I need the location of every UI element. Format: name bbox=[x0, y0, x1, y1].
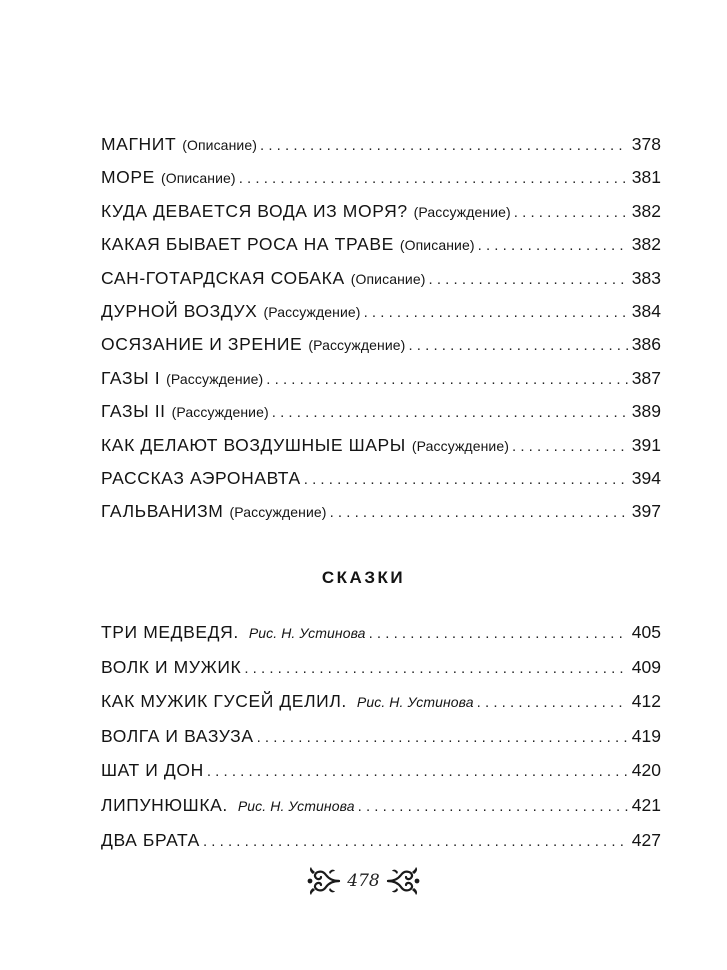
dot-leader bbox=[239, 162, 628, 195]
dot-leader bbox=[364, 296, 628, 329]
dot-leader bbox=[304, 463, 628, 496]
toc-entry-title: ВОЛГА И ВАЗУЗА bbox=[101, 725, 254, 746]
dot-leader bbox=[260, 129, 628, 162]
dot-leader bbox=[358, 790, 628, 825]
toc-entry-title: КАКАЯ БЫВАЕТ РОСА НА ТРАВЕ bbox=[101, 234, 394, 255]
toc-entry-page: 378 bbox=[631, 134, 661, 154]
toc-entry-note: (Рассуждение) bbox=[411, 437, 509, 454]
toc-entry-note: (Описание) bbox=[399, 237, 475, 254]
dot-leader bbox=[408, 329, 627, 362]
dot-leader bbox=[330, 496, 628, 529]
dot-leader bbox=[369, 617, 628, 652]
dot-leader bbox=[257, 721, 628, 756]
toc-entry-title: ВОЛК И МУЖИК bbox=[101, 656, 242, 677]
toc-entry-page: 397 bbox=[631, 501, 661, 522]
toc-entry bbox=[101, 228, 661, 261]
toc-entry-title: ОСЯЗАНИЕ И ЗРЕНИЕ bbox=[101, 334, 303, 355]
toc-entry-title: ГАЗЫ II bbox=[101, 401, 166, 422]
toc-entry bbox=[101, 362, 661, 395]
toc-entry-title: КАК ДЕЛАЮТ ВОЗДУШНЫЕ ШАРЫ bbox=[101, 434, 406, 455]
floral-ornament-icon bbox=[386, 866, 420, 896]
toc-entry-title: ГАЗЫ I bbox=[101, 367, 161, 388]
dot-leader bbox=[272, 396, 628, 429]
dot-leader bbox=[514, 196, 628, 229]
toc-entry-title: РАССКАЗ АЭРОНАВТА bbox=[101, 467, 301, 488]
dot-leader bbox=[203, 825, 628, 860]
dot-leader bbox=[429, 263, 628, 296]
floral-ornament-icon bbox=[307, 866, 341, 896]
toc-entry-title: САН-ГОТАРДСКАЯ СОБАКА bbox=[101, 267, 345, 288]
toc-entry-note: (Рассуждение) bbox=[171, 404, 269, 421]
dot-leader bbox=[244, 652, 627, 687]
toc-entry-page: 394 bbox=[631, 467, 661, 488]
toc-entry-title: КУДА ДЕВАЕТСЯ ВОДА ИЗ МОРЯ? bbox=[101, 200, 408, 221]
toc-entry-page: 382 bbox=[631, 234, 661, 255]
toc-entry-page: 405 bbox=[631, 622, 661, 642]
dot-leader bbox=[478, 229, 628, 262]
dot-leader bbox=[207, 755, 628, 790]
toc-entry-page: 419 bbox=[631, 725, 661, 746]
toc-entry-note: (Описание) bbox=[182, 137, 257, 153]
toc-entry-page: 381 bbox=[631, 167, 661, 188]
toc-entry-page: 386 bbox=[631, 334, 661, 355]
toc-entry-title: ДВА БРАТА bbox=[101, 829, 200, 850]
toc-entry-note: (Рассуждение) bbox=[263, 303, 361, 320]
toc-entry-credit: Рис. Н. Устинова bbox=[356, 694, 474, 711]
toc-entry bbox=[101, 128, 661, 161]
page-number: 478 bbox=[347, 871, 380, 891]
toc-entry-page: 382 bbox=[631, 200, 661, 221]
page-footer bbox=[0, 866, 727, 896]
toc-entry-note: (Рассуждение) bbox=[308, 337, 406, 354]
toc-entry bbox=[101, 753, 661, 788]
toc-list bbox=[101, 128, 661, 529]
toc-entry-page: 384 bbox=[631, 300, 661, 321]
toc-entry bbox=[101, 462, 661, 495]
toc-entry bbox=[101, 495, 661, 528]
toc-entry bbox=[101, 788, 661, 823]
toc-entry-title: МАГНИТ bbox=[101, 134, 177, 154]
toc-entry bbox=[101, 328, 661, 361]
toc-entry-title: ЛИПУНЮШКА. bbox=[101, 794, 228, 815]
toc-entry bbox=[101, 161, 661, 194]
toc-entry-page: 387 bbox=[631, 367, 661, 388]
toc-entry-note: (Рассуждение) bbox=[166, 370, 264, 387]
toc-entry-page: 427 bbox=[631, 829, 661, 850]
toc-entry-note: (Рассуждение) bbox=[229, 504, 327, 521]
toc-entry-note: (Рассуждение) bbox=[413, 203, 511, 220]
toc-entry bbox=[101, 650, 661, 685]
toc-entry-page: 412 bbox=[631, 691, 661, 712]
dot-leader bbox=[477, 686, 628, 721]
toc-entry-title: КАК МУЖИК ГУСЕЙ ДЕЛИЛ. bbox=[101, 691, 347, 712]
toc-entry-page: 420 bbox=[631, 760, 661, 781]
toc-entry bbox=[101, 823, 661, 858]
toc-entry bbox=[101, 684, 661, 719]
toc-entry-title: ТРИ МЕДВЕДЯ. bbox=[101, 622, 239, 642]
toc-entry-page: 383 bbox=[631, 267, 661, 288]
toc-entry-note: (Описание) bbox=[350, 270, 426, 287]
toc-entry-title: МОРЕ bbox=[101, 167, 155, 188]
toc-entry bbox=[101, 429, 661, 462]
dot-leader bbox=[512, 430, 628, 463]
section-heading: СКАЗКИ bbox=[321, 568, 406, 587]
toc-entry bbox=[101, 719, 661, 754]
toc-entry-page: 409 bbox=[631, 656, 661, 677]
toc-entry bbox=[101, 262, 661, 295]
dot-leader bbox=[266, 363, 628, 396]
toc-entry-credit: Рис. Н. Устинова bbox=[248, 625, 366, 641]
toc-entry bbox=[101, 615, 661, 650]
toc-entry-note: (Описание) bbox=[160, 170, 236, 187]
toc-entry-credit: Рис. Н. Устинова bbox=[237, 797, 355, 814]
toc-entry-page: 391 bbox=[631, 434, 661, 455]
toc-entry bbox=[101, 295, 661, 328]
toc-entry bbox=[101, 195, 661, 228]
toc-entry-title: ДУРНОЙ ВОЗДУХ bbox=[101, 300, 258, 321]
toc-list-tales bbox=[101, 615, 661, 857]
toc-entry-page: 421 bbox=[631, 794, 661, 815]
toc-entry bbox=[101, 395, 661, 428]
toc-entry-title: ГАЛЬВАНИЗМ bbox=[101, 501, 224, 522]
toc-entry-page: 389 bbox=[631, 401, 661, 422]
toc-entry-title: ШАТ И ДОН bbox=[101, 760, 204, 781]
